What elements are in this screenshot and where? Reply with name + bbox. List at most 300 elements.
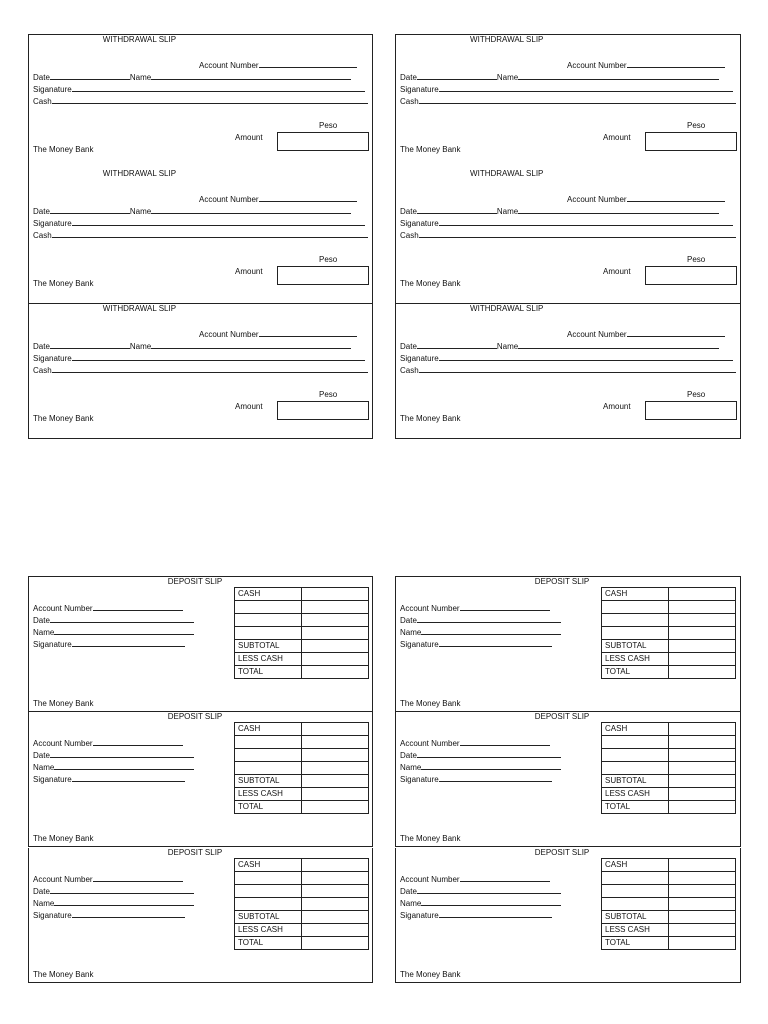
name-line[interactable] [421,761,561,770]
row-value-cell[interactable] [669,885,736,898]
cash-label: Cash [33,97,52,106]
row-value-cell[interactable] [302,788,369,801]
account-number-label: Account Number [400,604,460,613]
date-line[interactable] [417,340,497,349]
row-value-cell[interactable] [302,601,369,614]
table-row [602,775,736,788]
row-label-cell: CASH [602,859,669,872]
signature-line[interactable] [72,217,365,226]
deposit-slip [395,712,741,847]
cash-row [400,229,736,241]
row-label-cell [235,749,302,762]
row-label-cell: SUBTOTAL [602,911,669,924]
account-number-line[interactable] [460,602,550,611]
table-row [235,614,369,627]
table-row [235,736,369,749]
name-label: Name [129,207,152,216]
row-value-cell[interactable] [669,601,736,614]
row-label-cell [602,627,669,640]
bank-name: The Money Bank [33,414,94,423]
deposit-slip-column [395,576,741,983]
signature-row [33,638,185,650]
row-value-cell[interactable] [302,937,369,950]
peso-label: Peso [687,255,706,264]
date-label: Date [400,73,417,82]
signature-row [400,352,733,364]
row-value-cell[interactable] [302,614,369,627]
account-number-label: Account Number [33,875,93,884]
row-label-cell: LESS CASH [235,788,302,801]
table-row [602,885,736,898]
row-label-cell [235,601,302,614]
cash-line[interactable] [419,95,736,104]
account-number-row [33,602,183,614]
amount-box[interactable] [645,266,737,285]
row-value-cell[interactable] [669,898,736,911]
account-number-field[interactable] [199,328,357,340]
account-number-field[interactable] [199,193,357,205]
account-number-line[interactable] [93,602,183,611]
date-label: Date [33,342,50,351]
deposit-slip-title: DEPOSIT SLIP [167,577,223,586]
date-label: Date [33,616,50,625]
deposit-slip-title: DEPOSIT SLIP [167,848,223,857]
table-row [602,627,736,640]
date-line[interactable] [50,749,194,758]
signature-row [400,909,552,921]
name-row [400,897,561,909]
row-label-cell: TOTAL [235,801,302,814]
table-row [602,736,736,749]
row-value-cell[interactable] [669,872,736,885]
signature-row [400,773,552,785]
account-number-row [400,873,550,885]
table-row [602,898,736,911]
row-value-cell[interactable] [302,627,369,640]
account-number-label: Account Number [567,330,627,339]
peso-label: Peso [319,121,338,130]
row-value-cell[interactable] [669,762,736,775]
row-label-cell: TOTAL [602,666,669,679]
row-label-cell [602,601,669,614]
signature-row [400,83,733,95]
name-row [33,626,194,638]
cash-line[interactable] [52,229,368,238]
date-line[interactable] [417,614,561,623]
cash-label: Cash [400,231,419,240]
row-value-cell[interactable] [669,911,736,924]
name-line[interactable] [151,340,351,349]
table-row [235,898,369,911]
name-line[interactable] [54,897,194,906]
date-line[interactable] [417,749,561,758]
withdrawal-slip-title: WITHDRAWAL SLIP [470,304,544,313]
peso-label: Peso [687,390,706,399]
row-label-cell [602,614,669,627]
row-label-cell: LESS CASH [602,653,669,666]
cash-line[interactable] [52,364,368,373]
table-row [602,788,736,801]
name-label: Name [33,899,55,908]
cash-label: Cash [33,231,52,240]
row-value-cell[interactable] [302,859,369,872]
table-row [235,859,369,872]
bank-name: The Money Bank [400,414,461,423]
row-label-cell [235,736,302,749]
withdrawal-slip [28,304,373,439]
withdrawal-slip-column [28,34,373,440]
row-value-cell[interactable] [302,723,369,736]
row-value-cell[interactable] [302,924,369,937]
row-value-cell[interactable] [669,588,736,601]
table-row [602,762,736,775]
withdrawal-slip [395,169,741,304]
cash-label: Cash [33,366,52,375]
name-line[interactable] [518,71,719,80]
date-row [33,749,194,761]
row-value-cell[interactable] [302,885,369,898]
date-line[interactable] [417,71,497,80]
bank-name: The Money Bank [400,970,461,979]
row-label-cell: LESS CASH [235,924,302,937]
name-line[interactable] [151,205,351,214]
table-row [235,872,369,885]
row-value-cell[interactable] [669,627,736,640]
account-number-line[interactable] [93,873,183,882]
name-line[interactable] [518,340,719,349]
row-value-cell[interactable] [669,801,736,814]
cash-line[interactable] [419,364,736,373]
row-label-cell [235,898,302,911]
row-label-cell: CASH [602,588,669,601]
table-row [235,762,369,775]
name-line[interactable] [518,205,719,214]
amount-label: Amount [235,402,263,411]
signature-line[interactable] [439,352,733,361]
account-number-row [33,873,183,885]
row-label-cell: CASH [235,859,302,872]
name-line[interactable] [151,71,351,80]
row-value-cell[interactable] [302,762,369,775]
signature-label: Siganature [400,911,439,920]
account-number-field[interactable] [199,59,357,71]
account-number-field[interactable] [567,193,725,205]
date-name-row [400,205,736,217]
row-value-cell[interactable] [302,872,369,885]
signature-line[interactable] [72,83,365,92]
date-line[interactable] [50,205,130,214]
cash-row [33,95,368,107]
name-label: Name [33,628,55,637]
signature-row [400,638,552,650]
name-label: Name [496,342,519,351]
cash-row [400,364,736,376]
date-name-row [33,205,368,217]
row-value-cell[interactable] [669,924,736,937]
row-label-cell: SUBTOTAL [235,911,302,924]
deposit-slip-title: DEPOSIT SLIP [534,712,590,721]
signature-label: Siganature [33,85,72,94]
table-row [235,885,369,898]
row-label-cell [235,627,302,640]
signature-row [33,352,365,364]
withdrawal-slip [395,304,741,439]
row-label-cell [602,736,669,749]
name-line[interactable] [54,761,194,770]
account-number-line [627,59,725,68]
signature-label: Siganature [400,354,439,363]
withdrawal-slip-title: WITHDRAWAL SLIP [102,35,177,44]
deposit-slip-column [28,576,373,983]
withdrawal-slip [28,169,373,304]
row-value-cell[interactable] [302,911,369,924]
row-label-cell: TOTAL [235,666,302,679]
date-label: Date [400,342,417,351]
bank-name: The Money Bank [33,970,94,979]
date-line[interactable] [50,885,194,894]
table-row [235,801,369,814]
bank-name: The Money Bank [400,834,461,843]
row-value-cell[interactable] [669,775,736,788]
withdrawal-slip-title: WITHDRAWAL SLIP [102,304,177,313]
table-row [602,653,736,666]
name-row [33,761,194,773]
table-row [602,614,736,627]
row-label-cell: CASH [235,723,302,736]
cash-label: Cash [400,97,419,106]
date-line[interactable] [50,340,130,349]
row-label-cell [602,885,669,898]
table-row [602,588,736,601]
date-label: Date [33,207,50,216]
row-label-cell: SUBTOTAL [235,775,302,788]
account-number-label: Account Number [567,61,627,70]
table-row [602,640,736,653]
signature-line[interactable] [439,83,733,92]
account-number-row [400,737,550,749]
name-row [400,761,561,773]
account-number-line[interactable] [460,737,550,746]
row-value-cell[interactable] [669,614,736,627]
row-value-cell[interactable] [669,723,736,736]
signature-label: Siganature [33,354,72,363]
row-value-cell[interactable] [669,788,736,801]
signature-line[interactable] [72,352,365,361]
table-row [235,911,369,924]
signature-line[interactable] [439,638,552,647]
amount-label: Amount [235,133,263,142]
signature-row [33,909,185,921]
deposit-slip [28,576,373,712]
account-number-line[interactable] [93,737,183,746]
deposit-slip [395,576,741,712]
table-row [602,859,736,872]
cash-label: Cash [400,366,419,375]
signature-line[interactable] [439,909,552,918]
name-label: Name [400,628,422,637]
account-number-line[interactable] [460,873,550,882]
deposit-amount-table [234,858,369,950]
row-label-cell [235,872,302,885]
row-value-cell[interactable] [302,666,369,679]
amount-box[interactable] [645,132,737,151]
withdrawal-slip [395,34,741,170]
deposit-amount-table [601,587,736,679]
table-row [235,924,369,937]
table-row [602,666,736,679]
amount-box[interactable] [645,401,737,420]
table-row [602,801,736,814]
signature-label: Siganature [400,219,439,228]
cash-line[interactable] [52,95,368,104]
row-label-cell [235,614,302,627]
date-name-row [33,71,368,83]
name-line[interactable] [54,626,194,635]
withdrawal-slip-title: WITHDRAWAL SLIP [102,169,177,178]
row-label-cell: LESS CASH [235,653,302,666]
withdrawal-slip-title: WITHDRAWAL SLIP [470,35,544,44]
account-number-label: Account Number [567,195,627,204]
row-label-cell [602,898,669,911]
table-row [235,640,369,653]
withdrawal-slip [28,34,373,170]
row-label-cell [235,885,302,898]
bank-name: The Money Bank [33,699,94,708]
row-label-cell: LESS CASH [602,924,669,937]
row-value-cell[interactable] [302,588,369,601]
table-row [235,723,369,736]
amount-label: Amount [603,133,631,142]
row-label-cell: TOTAL [235,937,302,950]
account-number-line [259,193,357,202]
withdrawal-slip-column [395,34,741,440]
deposit-amount-table [601,722,736,814]
row-value-cell[interactable] [669,640,736,653]
signature-row [33,83,365,95]
table-row [602,872,736,885]
row-label-cell: CASH [602,723,669,736]
account-number-line [627,328,725,337]
amount-box[interactable] [277,401,369,420]
signature-line[interactable] [72,909,185,918]
withdrawal-slip-title: WITHDRAWAL SLIP [470,169,544,178]
signature-line[interactable] [72,773,185,782]
row-value-cell[interactable] [302,653,369,666]
row-value-cell[interactable] [302,749,369,762]
cash-row [400,95,736,107]
date-line[interactable] [50,614,194,623]
name-label: Name [400,899,422,908]
bank-name: The Money Bank [400,279,461,288]
account-number-line [259,59,357,68]
date-name-row [33,340,368,352]
table-row [602,911,736,924]
signature-line[interactable] [439,217,733,226]
row-value-cell[interactable] [669,666,736,679]
table-row [235,749,369,762]
amount-label: Amount [235,267,263,276]
date-row [33,614,194,626]
date-line[interactable] [50,71,130,80]
row-value-cell[interactable] [669,736,736,749]
date-name-row [400,340,736,352]
account-number-line [627,193,725,202]
table-row [235,627,369,640]
account-number-label: Account Number [33,604,93,613]
name-line[interactable] [421,897,561,906]
row-label-cell [602,749,669,762]
signature-label: Siganature [33,911,72,920]
date-label: Date [33,751,50,760]
cash-line[interactable] [419,229,736,238]
table-row [235,775,369,788]
name-label: Name [129,342,152,351]
row-value-cell[interactable] [302,898,369,911]
signature-label: Siganature [400,640,439,649]
signature-label: Siganature [33,640,72,649]
account-number-field[interactable] [567,59,725,71]
signature-line[interactable] [72,638,185,647]
bank-name: The Money Bank [33,279,94,288]
account-number-label: Account Number [33,739,93,748]
deposit-slip [28,712,373,847]
date-label: Date [400,887,417,896]
date-row [400,614,561,626]
signature-label: Siganature [400,85,439,94]
date-line[interactable] [417,205,497,214]
name-row [400,626,561,638]
row-value-cell[interactable] [669,749,736,762]
table-row [235,937,369,950]
name-label: Name [33,763,55,772]
date-label: Date [33,887,50,896]
deposit-slip-title: DEPOSIT SLIP [534,577,590,586]
table-row [235,653,369,666]
deposit-slip [28,848,373,983]
row-value-cell[interactable] [302,736,369,749]
peso-label: Peso [319,255,338,264]
row-value-cell[interactable] [669,653,736,666]
amount-box[interactable] [277,266,369,285]
row-value-cell[interactable] [669,859,736,872]
account-number-row [400,602,550,614]
row-value-cell[interactable] [302,801,369,814]
amount-box[interactable] [277,132,369,151]
deposit-amount-table [234,587,369,679]
date-row [400,885,561,897]
row-label-cell: TOTAL [602,801,669,814]
row-value-cell[interactable] [669,937,736,950]
row-value-cell[interactable] [302,775,369,788]
name-line[interactable] [421,626,561,635]
peso-label: Peso [687,121,706,130]
peso-label: Peso [319,390,338,399]
signature-label: Siganature [33,219,72,228]
date-line[interactable] [417,885,561,894]
signature-row [33,217,365,229]
account-number-label: Account Number [199,330,259,339]
row-value-cell[interactable] [302,640,369,653]
signature-row [400,217,733,229]
deposit-amount-table [234,722,369,814]
signature-line[interactable] [439,773,552,782]
table-row [602,937,736,950]
date-label: Date [33,73,50,82]
date-label: Date [400,751,417,760]
row-label-cell: LESS CASH [602,788,669,801]
row-label-cell: SUBTOTAL [602,775,669,788]
account-number-field[interactable] [567,328,725,340]
